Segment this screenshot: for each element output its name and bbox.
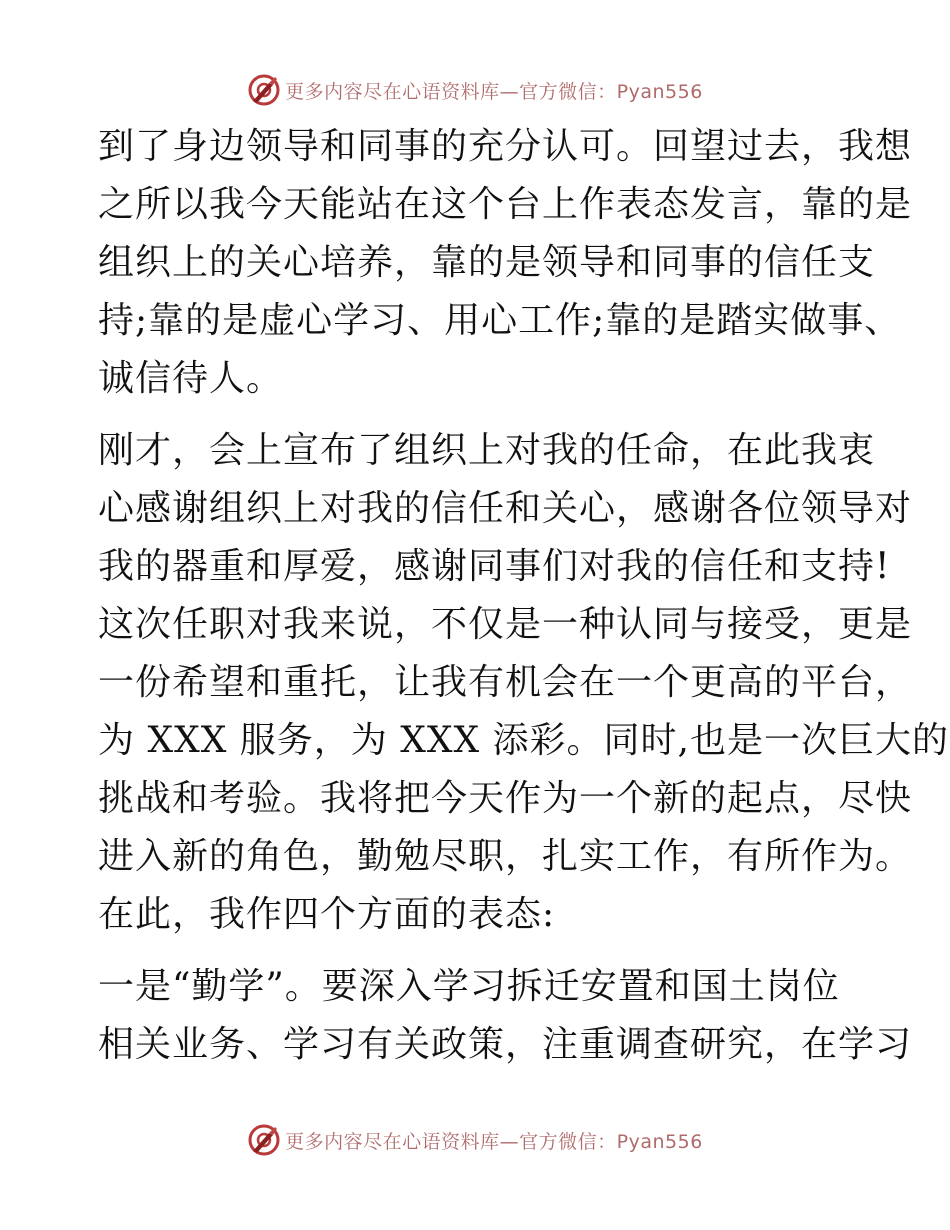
text-line: 一份希望和重托，让我有机会在一个更高的平台， <box>98 662 913 703</box>
paragraph-1 <box>98 125 913 401</box>
text-line: 诚信待人。 <box>98 358 284 399</box>
text-line: 到了身边领导和同事的充分认可。回望过去，我想 <box>98 126 913 167</box>
text-line: 我的器重和厚爱，感谢同事们对我的信任和支持! <box>98 546 891 587</box>
logo-icon <box>247 73 281 107</box>
text-line: 挑战和考验。我将把今天作为一个新的起点，尽快 <box>98 778 913 819</box>
text-line: 一是“勤学”。要深入学习拆迁安置和国土岗位 <box>98 966 840 1007</box>
text-line: 刚才，会上宣布了组织上对我的任命，在此我衷 <box>98 430 876 471</box>
footer-banner-text: 更多内容尽在心语资料库—官方微信：Pyan556 <box>285 1130 703 1153</box>
text-line: 这次任职对我来说，不仅是一种认同与接受，更是 <box>98 604 913 645</box>
paragraph-2 <box>98 429 949 937</box>
header-banner <box>0 70 950 110</box>
logo-icon <box>247 1123 281 1157</box>
document-body <box>98 125 949 1081</box>
text-line: 之所以我今天能站在这个台上作表态发言，靠的是 <box>98 184 913 225</box>
paragraph-3 <box>98 965 913 1067</box>
text-line: 组织上的关心培养，靠的是领导和同事的信任支 <box>98 242 876 283</box>
text-line: 心感谢组织上对我的信任和关心，感谢各位领导对 <box>98 488 913 529</box>
text-line: 相关业务、学习有关政策，注重调查研究，在学习 <box>98 1024 913 1065</box>
footer-banner <box>0 1120 950 1160</box>
text-line: 持;靠的是虚心学习、用心工作;靠的是踏实做事、 <box>98 300 902 341</box>
text-line: 为 XXX 服务，为 XXX 添彩。同时,也是一次巨大的 <box>98 720 949 761</box>
text-line: 进入新的角色，勤勉尽职，扎实工作，有所作为。 <box>98 836 913 877</box>
header-banner-text: 更多内容尽在心语资料库—官方微信：Pyan556 <box>285 80 703 103</box>
text-line: 在此，我作四个方面的表态: <box>98 894 556 935</box>
